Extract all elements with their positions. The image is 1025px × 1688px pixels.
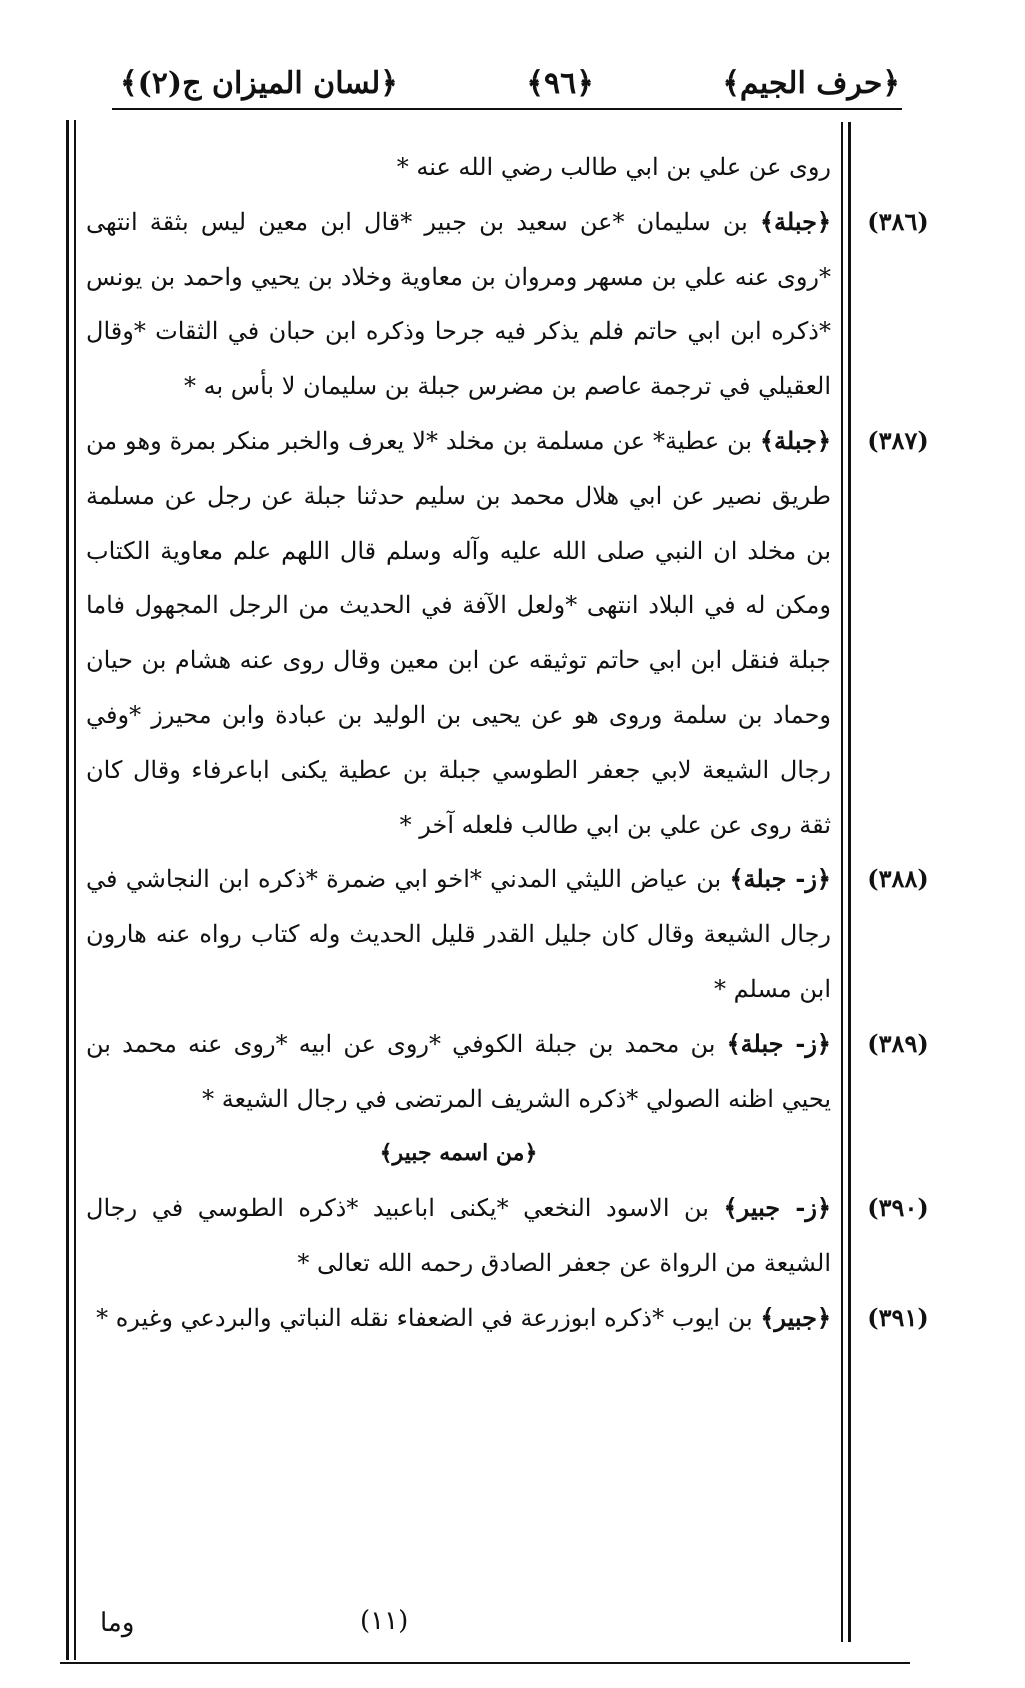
entry-number: (٣٩١) xyxy=(867,1302,929,1332)
entry-388 xyxy=(86,852,929,1016)
page-number: ﴿٩٦﴾ xyxy=(526,65,594,101)
continuation-text: روى عن علي بن ابي طالب رضي الله عنه * xyxy=(396,153,831,181)
entry-number: (٣٨٦) xyxy=(867,206,929,236)
frame-rule-right-inner xyxy=(841,122,843,1642)
section-heading: ﴿من اسمه جبير﴾ xyxy=(379,1140,538,1167)
header-rule xyxy=(112,108,902,110)
entry-number: (٣٨٩) xyxy=(867,1028,929,1058)
entry-text: بن عياض الليثي المدني *اخو ابي ضمرة *ذكره ابن النجاشي في رجال الشيعة وقال كان جليل القدر قليل الحديث وله كتاب رواه عنه هارون ابن مسلم * xyxy=(86,865,831,1003)
frame-rule-right-outer xyxy=(848,122,851,1642)
catchword: وما xyxy=(100,1608,135,1638)
entry-text: بن الاسود النخعي *يكنى اباعبيد *ذكره الطوسي في رجال الشيعة من الرواة عن جعفر الصادق رحمه الله تعالى * xyxy=(86,1194,831,1277)
entry-headword: ﴿جبلة﴾ xyxy=(759,425,831,455)
chapter-title: ﴿حرف الجيم﴾ xyxy=(722,65,900,101)
book-title: ﴿لسان الميزان ج(٢)﴾ xyxy=(120,65,398,101)
footer-rule xyxy=(60,1662,910,1664)
entry-text: بن سليمان *عن سعيد بن جبير *قال ابن معين ليس بثقة انتهى *روى عنه علي بن مسهر ومروان بن معاوية وخلاد بن يحيي واحمد بن يونس *ذكره ابن ابي حاتم فلم يذكر فيه جرحا وذكره ابن حبان في الثقات *وقال العقيلي في ترجمة عاصم بن مضرس جبلة بن سليمان لا بأس به * xyxy=(86,207,831,401)
entry-text: بن ايوب *ذكره ابوزرعة في الضعفاء نقله النباتي والبردعي وغيره * xyxy=(96,1303,753,1332)
entry-386 xyxy=(86,195,929,414)
entry-headword: ﴿ز- جبير﴾ xyxy=(723,1193,832,1223)
entry-number: (٣٨٨) xyxy=(867,864,929,894)
frame-rule-left-outer xyxy=(66,120,69,1660)
entry-headword: ﴿جبلة﴾ xyxy=(759,206,831,236)
entry-headword: ﴿جبير﴾ xyxy=(760,1302,831,1332)
entry-text: بن عطية* عن مسلمة بن مخلد *لا يعرف والخبر منكر بمرة وهو من طريق نصير عن ابي هلال محمد بن سليم حدثنا جبلة عن رجل عن مسلمة بن مخلد ان النبي صلى الله عليه وآله وسلم قال اللهم علم معاوية الكتاب ومكن له في البلاد انتهى *ولعل الآفة في الحديث من الرجل المجهول فاما جبلة فنقل ابن ابي حاتم توثيقه عن ابن معين وقال روى عنه هشام بن حيان وحماد بن سلمة وروى هو عن يحيى بن الوليد بن عبادة وابن محيرز *وفي رجال الشيعة لابي جعفر الطوسي جبلة بن عطية يكنى اباعرفاء وقال كان ثقة روى عن علي بن ابي طالب فلعله آخر * xyxy=(86,426,832,839)
page-body xyxy=(86,140,929,1346)
entry-391 xyxy=(86,1291,929,1346)
entry-390 xyxy=(86,1181,929,1291)
entry-387 xyxy=(86,414,929,852)
page-header xyxy=(120,58,900,108)
entry-headword: ﴿ز- جبلة﴾ xyxy=(729,864,831,894)
entry-number: (٣٩٠) xyxy=(867,1193,929,1223)
frame-rule-left-inner xyxy=(74,120,76,1660)
entry-text: بن محمد بن جبلة الكوفي *روى عن ابيه *روى عنه محمد بن يحيي اظنه الصولي *ذكره الشريف المرتضى في رجال الشيعة * xyxy=(86,1029,831,1113)
signature-number: (١١) xyxy=(360,1606,409,1636)
entry-389 xyxy=(86,1017,929,1127)
entry-number: (٣٨٧) xyxy=(867,425,929,455)
entry-headword: ﴿ز- جبلة﴾ xyxy=(726,1028,831,1058)
